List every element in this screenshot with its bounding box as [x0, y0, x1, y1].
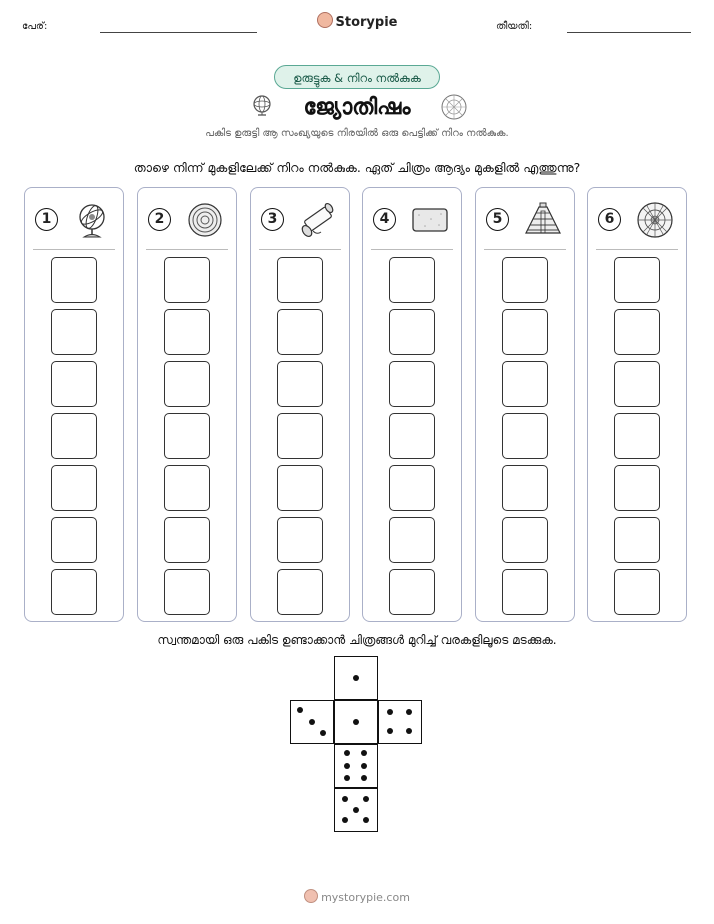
date-field-line[interactable] [567, 32, 691, 33]
die-instruction: സ്വന്തമായി ഒരു പകിട ഉണ്ടാക്കാൻ ചിത്രങ്ങൾ മുറിച്ച് വരകളിലൂടെ മടക്കുക. [157, 633, 557, 647]
die-face [334, 656, 378, 700]
color-box[interactable] [389, 465, 435, 511]
color-box[interactable] [277, 257, 323, 303]
die-pip [342, 817, 348, 823]
die-pip [344, 763, 350, 769]
scroll-icon [299, 201, 337, 239]
color-box[interactable] [164, 257, 210, 303]
die-face [334, 744, 378, 788]
color-box[interactable] [164, 413, 210, 459]
die-pip [353, 719, 359, 725]
column-number: 4 [373, 208, 396, 231]
footer-url: mystorypie.com [321, 891, 410, 904]
die-pip [406, 728, 412, 734]
name-label: പേര്: [22, 21, 48, 32]
column-number: 1 [35, 208, 58, 231]
die-pip [387, 709, 393, 715]
color-box[interactable] [614, 465, 660, 511]
die-pip [361, 750, 367, 756]
page-title: ജ്യോതിഷം [303, 95, 411, 120]
column-number: 6 [598, 208, 621, 231]
color-box[interactable] [502, 517, 548, 563]
die-face [290, 700, 334, 744]
storypie-mascot-icon [317, 12, 333, 28]
color-box[interactable] [502, 465, 548, 511]
column-divider [33, 249, 115, 250]
color-box[interactable] [277, 309, 323, 355]
die-pip [361, 775, 367, 781]
question-text: താഴെ നിന്ന് മുകളിലേക്ക് നിറം നൽകുക. ഏത് ചിത്രം ആദ്യം മുകളിൽ എത്തുന്നു? [133, 160, 581, 175]
die-pip [387, 728, 393, 734]
column-divider [259, 249, 341, 250]
color-box[interactable] [51, 361, 97, 407]
die-pip [353, 807, 359, 813]
zodiac-wheel-icon [636, 201, 674, 239]
name-field-line[interactable] [100, 32, 257, 33]
color-box[interactable] [277, 361, 323, 407]
color-box[interactable] [51, 413, 97, 459]
die-pip [361, 763, 367, 769]
die-pip [406, 709, 412, 715]
die-pip [353, 675, 359, 681]
die-face [334, 788, 378, 832]
color-box[interactable] [502, 569, 548, 615]
color-box[interactable] [614, 413, 660, 459]
color-box[interactable] [614, 361, 660, 407]
date-label: തീയതി: [496, 21, 533, 32]
die-pip [363, 817, 369, 823]
color-box[interactable] [389, 569, 435, 615]
die-face [334, 700, 378, 744]
pyramid-icon [524, 201, 562, 239]
brand-logo [0, 12, 714, 30]
concentric-circles-icon [186, 201, 224, 239]
color-box[interactable] [51, 465, 97, 511]
color-box[interactable] [389, 257, 435, 303]
color-box[interactable] [389, 309, 435, 355]
color-box[interactable] [502, 309, 548, 355]
color-box[interactable] [389, 517, 435, 563]
tablet-icon [411, 201, 449, 239]
column-6 [587, 187, 687, 622]
color-box[interactable] [277, 569, 323, 615]
die-pip [297, 707, 303, 713]
die-pip [320, 730, 326, 736]
color-box[interactable] [277, 465, 323, 511]
color-box[interactable] [502, 257, 548, 303]
column-divider [371, 249, 453, 250]
color-box[interactable] [389, 413, 435, 459]
color-box[interactable] [614, 257, 660, 303]
color-box[interactable] [51, 517, 97, 563]
color-box[interactable] [164, 361, 210, 407]
die-face [378, 700, 422, 744]
color-box[interactable] [277, 413, 323, 459]
storypie-mascot-icon [304, 889, 318, 903]
color-box[interactable] [614, 517, 660, 563]
footer [0, 889, 714, 904]
column-divider [146, 249, 228, 250]
column-number: 5 [486, 208, 509, 231]
activity-pill: ഉരുട്ടുക & നിറം നൽകുക [274, 65, 440, 89]
color-box[interactable] [277, 517, 323, 563]
color-box[interactable] [51, 257, 97, 303]
column-1 [24, 187, 124, 622]
die-pip [344, 775, 350, 781]
color-box[interactable] [389, 361, 435, 407]
color-box[interactable] [164, 309, 210, 355]
color-box[interactable] [164, 465, 210, 511]
column-4 [362, 187, 462, 622]
die-pip [344, 750, 350, 756]
column-5 [475, 187, 575, 622]
die-pip [309, 719, 315, 725]
die-pip [342, 796, 348, 802]
armillary-sphere-icon [73, 201, 111, 239]
zodiac-wheel-icon [440, 93, 468, 121]
die-pip [363, 796, 369, 802]
color-box[interactable] [164, 517, 210, 563]
color-box[interactable] [164, 569, 210, 615]
color-box[interactable] [51, 309, 97, 355]
column-divider [484, 249, 566, 250]
color-box[interactable] [614, 569, 660, 615]
column-number: 3 [261, 208, 284, 231]
brand-name: Storypie [335, 15, 398, 30]
column-number: 2 [148, 208, 171, 231]
color-box[interactable] [614, 309, 660, 355]
color-box[interactable] [502, 413, 548, 459]
color-box[interactable] [51, 569, 97, 615]
column-3 [250, 187, 350, 622]
column-2 [137, 187, 237, 622]
roll-instruction: പകിട ഉരുട്ടി ആ സംഖ്യയുടെ നിരയിൽ ഒരു പെട്ടിക്ക് നിറം നൽകുക. [205, 128, 509, 139]
color-box[interactable] [502, 361, 548, 407]
column-divider [596, 249, 678, 250]
